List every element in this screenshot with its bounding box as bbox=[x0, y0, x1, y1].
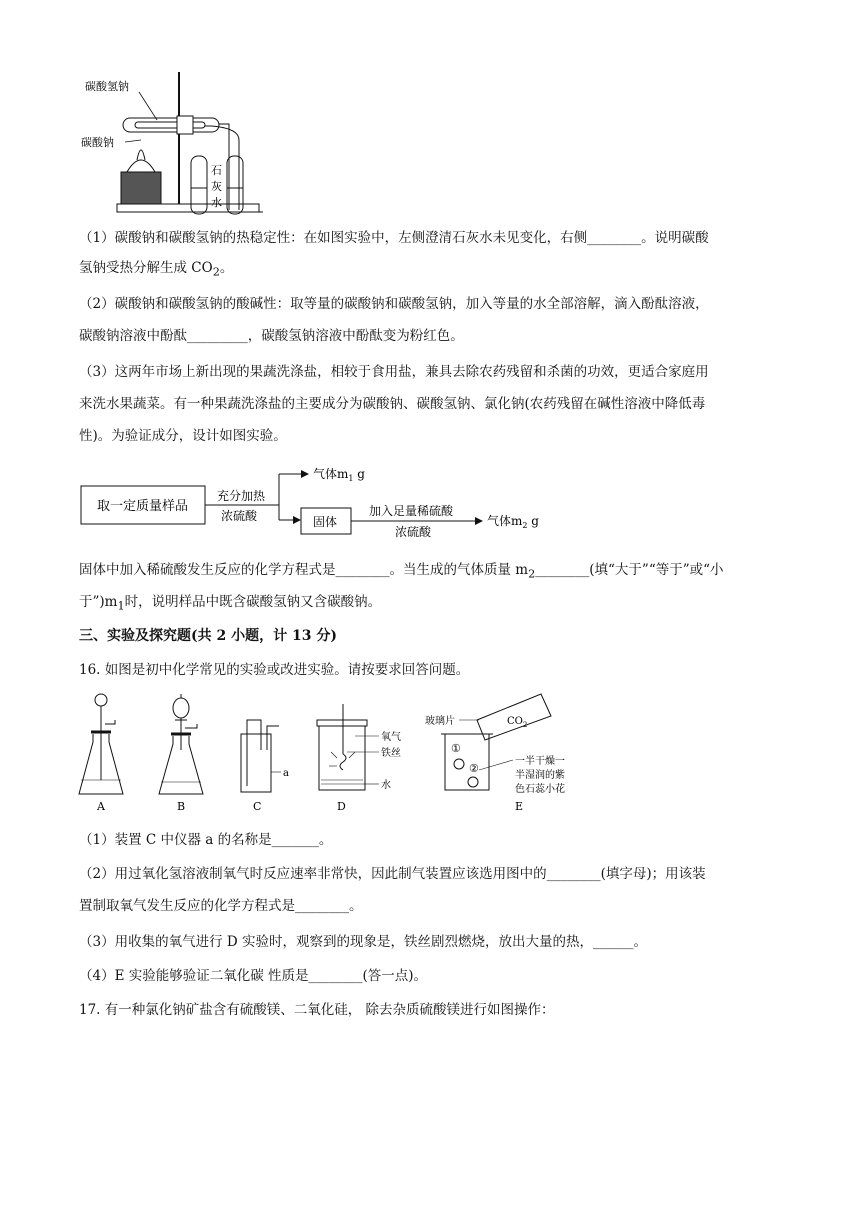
q16-part2-line2: 置制取氧气发生反应的化学方程式是________。 bbox=[79, 898, 363, 914]
label-nahco3: 碳酸氢钠 bbox=[85, 80, 129, 93]
apparatus-e-co2 bbox=[507, 716, 527, 729]
flow-gas1 bbox=[313, 466, 365, 483]
label-limewater-3: 水 bbox=[211, 196, 222, 209]
m1-subscript: 1 bbox=[117, 599, 125, 613]
co2-subscript: 2 bbox=[212, 265, 220, 279]
q16-intro: 16. 如图是初中化学常见的实验或改进实验。请按要求回答问题。 bbox=[79, 662, 470, 678]
flow-gas2 bbox=[487, 513, 539, 530]
apparatus-abcde-figure bbox=[75, 690, 595, 820]
q15-p5-end: 时，说明样品中既含碳酸氢钠又含碳酸钠。 bbox=[124, 594, 382, 610]
apparatus-e-co2-text: CO bbox=[507, 716, 523, 727]
q15-part4-line2 bbox=[79, 592, 784, 617]
q15-p4-text: 固体中加入稀硫酸发生反应的化学方程式是________。当生成的气体质量 m bbox=[79, 562, 529, 578]
apparatus-e-co2-sub: 2 bbox=[522, 721, 528, 729]
flow-arrow1-top: 充分加热 bbox=[217, 489, 266, 503]
apparatus-d-water: 水 bbox=[381, 780, 391, 791]
flow-gas1-sub: 1 bbox=[348, 474, 354, 483]
apparatus-e-n2: ② bbox=[469, 762, 479, 775]
q15-part1-line2-text: 氢钠受热分解生成 CO bbox=[79, 260, 213, 276]
apparatus-e-note-3: 色石蕊小花 bbox=[515, 784, 565, 795]
q15-part3-line2: 来洗水果蔬菜。有一种果蔬洗涤盐的主要成分为碳酸钠、碳酸氢钠、氯化钠(农药残留在碱性溶液中降低毒 bbox=[79, 396, 706, 412]
apparatus-label-b: B bbox=[177, 800, 186, 813]
apparatus-label-a: A bbox=[97, 800, 105, 813]
flow-gas2-sub: 2 bbox=[522, 521, 528, 530]
flow-diagram bbox=[79, 462, 579, 542]
q15-p4-end: ________(填“大于”“等于”或“小 bbox=[535, 562, 724, 578]
apparatus-e-note-2: 半湿润的紫 bbox=[515, 770, 565, 781]
apparatus-d-iron: 铁丝 bbox=[381, 748, 401, 759]
q16-part1: （1）装置 C 中仪器 a 的名称是_______。 bbox=[79, 832, 333, 848]
q15-part4-line1 bbox=[79, 560, 784, 585]
heating-apparatus-figure bbox=[79, 68, 269, 218]
label-na2co3: 碳酸钠 bbox=[81, 136, 114, 149]
label-limewater-1: 石 bbox=[211, 164, 222, 177]
apparatus-d-oxygen: 氧气 bbox=[381, 732, 401, 743]
flow-box-solid: 固体 bbox=[313, 515, 338, 529]
q15-part3-line1: （3）这两年市场上新出现的果蔬洗涤盐，相较于食用盐，兼具去除农药残留和杀菌的功效，更适合家庭用 bbox=[79, 364, 709, 380]
flow-gas1-unit: g bbox=[353, 467, 365, 481]
q15-part2-line2: 碳酸钠溶液中酚酞_________，碳酸氢钠溶液中酚酞变为粉红色。 bbox=[79, 328, 464, 344]
flow-arrow2-top: 加入足量稀硫酸 bbox=[369, 504, 454, 518]
apparatus-label-d: D bbox=[337, 800, 346, 813]
flow-gas1-label: 气体m bbox=[313, 467, 349, 481]
q15-part2-line1: （2）碳酸钠和碳酸氢钠的酸碱性：取等量的碳酸钠和碳酸氢钠，加入等量的水全部溶解，滴入酚酞溶液， bbox=[79, 296, 709, 312]
apparatus-e-n1: ① bbox=[451, 742, 461, 755]
apparatus-e-note-1: 一半干燥一 bbox=[515, 756, 565, 767]
apparatus-c-label-a: a bbox=[283, 768, 289, 779]
flow-arrow1-bottom: 浓硫酸 bbox=[221, 509, 258, 523]
q16-part3: （3）用收集的氧气进行 D 实验时，观察到的现象是，铁丝剧烈燃烧，放出大量的热，______。 bbox=[79, 934, 647, 950]
q15-part1-line2 bbox=[79, 258, 784, 283]
q16-part2-line1: （2）用过氧化氢溶液制氧气时反应速率非常快，因此制气装置应该选用图中的________(填字母)；用该装 bbox=[79, 866, 706, 882]
apparatus-e-glass: 玻璃片 bbox=[425, 716, 455, 727]
q16-part4: （4）E 实验能够验证二氧化碳 性质是________(答一点)。 bbox=[79, 968, 428, 984]
label-limewater-2: 灰 bbox=[211, 180, 222, 193]
m2-subscript: 2 bbox=[528, 567, 536, 581]
section-3-heading: 三、实验及探究题(共 2 小题，计 13 分) bbox=[79, 628, 337, 644]
flow-box-sample: 取一定质量样品 bbox=[97, 499, 189, 514]
flow-gas2-label: 气体m bbox=[487, 514, 523, 528]
apparatus-label-e: E bbox=[515, 800, 524, 813]
q17-intro: 17. 有一种氯化钠矿盐含有硫酸镁、二氧化硅， 除去杂质硫酸镁进行如图操作： bbox=[79, 1002, 555, 1018]
flow-gas2-unit: g bbox=[527, 514, 539, 528]
flow-arrow2-bottom: 浓硫酸 bbox=[395, 525, 432, 539]
q15-part3-line3: 性)。为验证成分，设计如图实验。 bbox=[79, 428, 287, 444]
q15-part1-line2-end: 。 bbox=[219, 260, 234, 276]
apparatus-label-c: C bbox=[253, 800, 262, 813]
q15-part1-line1: （1）碳酸钠和碳酸氢钠的热稳定性：在如图实验中，左侧澄清石灰水未见变化，右侧________。说明碳酸 bbox=[79, 230, 709, 246]
q15-p5-text: 于”)m bbox=[79, 594, 118, 610]
